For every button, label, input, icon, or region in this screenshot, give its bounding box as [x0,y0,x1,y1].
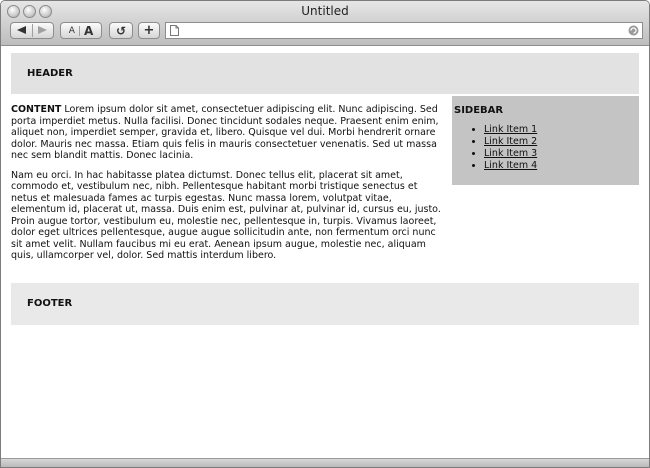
sidebar-title: SIDEBAR [454,105,504,116]
sidebar-link-3[interactable]: Link Item 3 [484,148,538,159]
reload-icon: ↺ [115,23,127,38]
text-smaller-button[interactable]: A [65,26,80,36]
sidebar [452,96,639,185]
header-label: HEADER [27,68,73,79]
text-size-group [60,22,102,39]
window-title: Untitled [301,4,349,18]
content-paragraph-1 [11,104,441,162]
content-lead: CONTENT [11,104,62,115]
back-button[interactable] [11,24,33,37]
sidebar-link-1[interactable]: Link Item 1 [484,124,538,135]
page-footer [11,283,639,325]
title-bar [1,1,649,46]
main-content [11,104,441,270]
address-bar[interactable] [165,22,643,39]
back-forward-group [10,22,54,39]
web-page [1,46,649,459]
plus-icon: + [143,23,155,38]
status-bar [1,458,649,468]
text-larger-button[interactable]: A [83,23,94,38]
refresh-icon[interactable] [628,25,639,36]
back-arrow-icon [17,26,26,34]
page-header [11,53,639,94]
reload-button[interactable] [109,22,133,39]
list-item [484,160,537,172]
sidebar-link-4[interactable]: Link Item 4 [484,160,538,171]
list-item [484,136,537,148]
list-item [484,148,537,160]
footer-label: FOOTER [27,298,73,309]
list-item [484,124,537,136]
sidebar-link-list [452,124,537,172]
content-text-1: Lorem ipsum dolor sit amet, consectetuer adipiscing elit. Nunc adipiscing. Sed porta imperdiet metus. Nulla facilisi. Donec tincidunt sodales neque. Praesent enim enim, aliquet non, imperdiet semper, gravida et, libero. Quisque vel dui. Morbi hendrerit ornare dolor. Mauris nec massa. Etiam quis felis in mauris consectetuer venenatis. Sed ut massa nec sem blandit mattis. Donec lacinia. [11,104,439,161]
sidebar-link-2[interactable]: Link Item 2 [484,136,538,147]
add-bookmark-button[interactable] [138,22,160,39]
page-icon [170,25,179,36]
content-paragraph-2: Nam eu orci. In hac habitasse platea dictumst. Donec tellus elit, placerat sit amet, commodo et, vestibulum nec, nibh. Pellentesque habitant morbi tristique senectus et netus et malesuada fames ac turpis egestas. Nunc massa lorem, volutpat vitae, elementum id, placerat ut, massa. Duis enim est, pulvinar at, pulvinar id, cursus eu, justo. Proin augue tortor, vestibulum eu, molestie nec, pellentesque in, turpis. Vivamus laoreet, dolor eget ultrices pellentesque, augue augue sollicitudin ante, non fermentum orci nunc sit amet velit. Nullam faucibus mi eu erat. Aenean ipsum augue, molestie nec, aliquam quis, ullamcorper vel, dolor. Sed mattis interdum libero. [11,169,441,261]
forward-arrow-icon [38,26,47,34]
forward-button[interactable] [33,24,54,37]
